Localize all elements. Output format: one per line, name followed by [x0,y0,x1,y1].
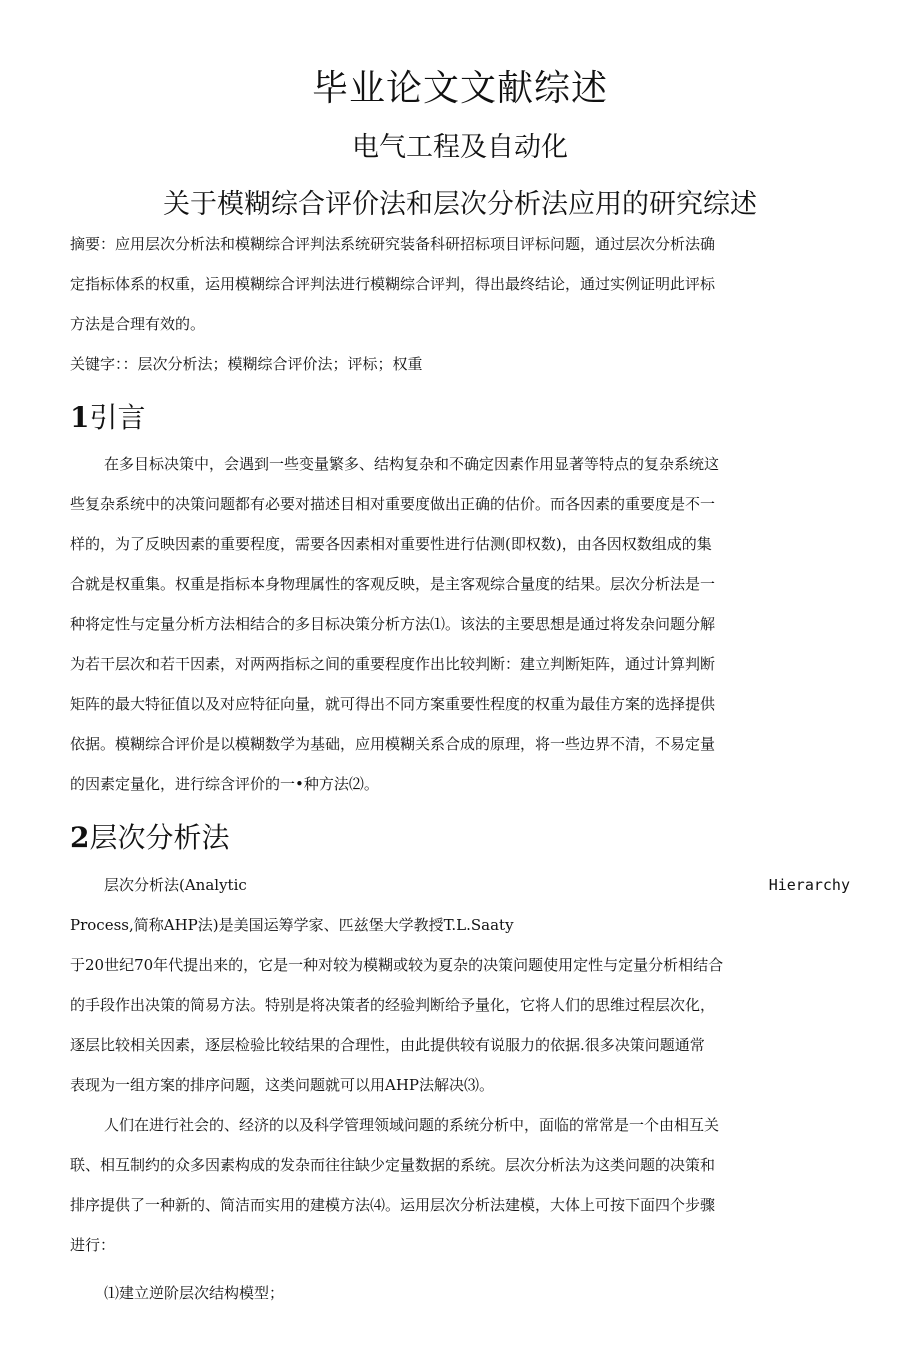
section2-line: 联、相互制约的众多因素构成的发杂而往往缺少定量数据的系统。层次分析法为这类问题的决策和 [70,1156,716,1174]
section1-line: 矩阵的最大特征值以及对应特征向量，就可得出不同方案重要性程度的权重为最佳方案的选择提供 [70,695,716,713]
section1-number: 1 [70,401,90,434]
section1-line: 在多目标决策中，会遇到一些变量繁多、结构复杂和不确定因素作用显著等特点的复杂系统这 [104,455,720,473]
keywords-line: 关键字：：层次分析法；模糊综合评价法；评标；权重 [70,355,423,373]
section1-line: 合就是权重集。权重是指标本身物理属性的客观反映，是主客观综合量度的结果。层次分析法是一 [70,575,716,593]
section1-line: 样的，为了反映因素的重要程度，需要各因素相对重要性进行估测(即权数)，由各因权数组成的集 [70,535,712,553]
section1-heading [70,401,146,435]
section1-line: 依据。模糊综合评价是以模糊数学为基础，应用模糊关系合成的原理，将一些边界不清，不易定量 [70,735,716,753]
step-item: ⑴建立逆阶层次结构模型； [104,1284,285,1302]
section2-line: Process,简称AHP法)是美国运筹学家、匹兹堡大学教授T.L.Saaty [70,916,514,934]
section1-line: 些复杂系统中的决策问题都有必要对描述目相对重要度做出正确的估价。而各因素的重要度是不一 [70,495,716,513]
section2-line: 层次分析法(Analytic [104,876,247,894]
section2-number: 2 [70,821,90,854]
section2-line: 人们在进行社会的、经济的以及科学管理领域问题的系统分析中，面临的常常是一个由相互关 [104,1116,720,1134]
topic-title: 关于模糊综合评价法和层次分析法应用的研究综述 [163,189,757,220]
section1-line: 种将定性与定量分析方法相结合的多目标决策分析方法⑴。该法的主要思想是通过将发杂问题分解 [70,615,716,633]
abstract-line: 方法是合理有效的。 [70,315,206,333]
section2-title: 层次分析法 [89,821,230,854]
section2-line-right-word: Hierarchy [768,876,850,894]
document-title: 毕业论文文献综述 [311,68,608,109]
section1-line: 为若干层次和若干因素，对两两指标之间的重要程度作出比较判断：建立判断矩阵，通过计算判断 [70,655,716,673]
major-subtitle: 电气工程及自动化 [352,132,568,163]
section2-line: 逐层比较相关因素，逐层检验比较结果的合理性，由此提供较有说服力的依据.很多决策问题通常 [70,1036,705,1054]
section1-title: 引言 [89,401,146,434]
section1-line: 的因素定量化，进行综含评价的一•种方法⑵。 [70,775,379,793]
section2-line: 排序提供了一种新的、简洁而实用的建模方法⑷。运用层次分析法建模，大体上可按下面四个步骤 [70,1196,716,1214]
section2-line: 的手段作出决策的简易方法。特别是将决策者的经验判断给予量化，它将人们的思维过程层次化， [70,996,716,1014]
section2-line: 进行： [70,1236,116,1254]
section2-line: 表现为一组方案的排序问题，这类问题就可以用AHP法解决⑶。 [70,1076,495,1094]
abstract-line: 定指标体系的权重，运用模糊综合评判法进行模糊综合评判，得出最终结论，通过实例证明此评标 [70,275,716,293]
section2-line: 于20世纪70年代提出来的，它是一种对较为模糊或较为夏杂的决策问题使用定性与定量分析相结合 [70,956,724,974]
section2-heading [70,821,230,855]
abstract-line: 摘要：应用层次分析法和模糊综合评判法系统研究装备科研招标项目评标问题，通过层次分析法确 [70,235,716,253]
